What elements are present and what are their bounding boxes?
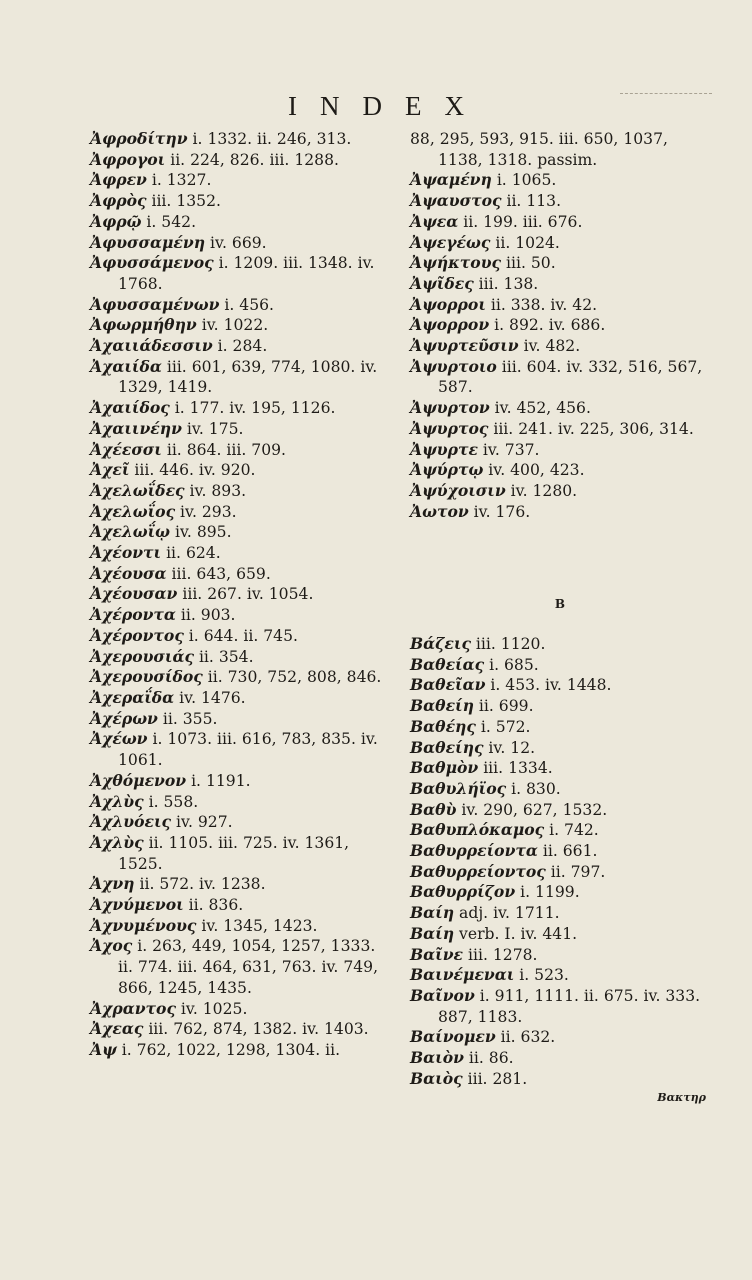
- index-entry: [90, 647, 390, 668]
- headword: Ἀψορρον: [410, 315, 490, 335]
- index-entry: [90, 792, 390, 813]
- headword: Βαινέμεναι: [410, 965, 515, 985]
- page-references: i. 558.: [148, 792, 199, 811]
- index-entry: [410, 419, 710, 440]
- index-column-left: [90, 129, 390, 1061]
- headword: Ἀχαιιάδεσσιν: [90, 336, 213, 356]
- index-entry: [410, 717, 710, 738]
- headword: Ἀφωρμήθην: [90, 315, 197, 335]
- headword: Ἀχερουσίδος: [90, 667, 203, 687]
- index-entry: [90, 440, 390, 461]
- headword: Ἀχελωΐδες: [90, 480, 185, 500]
- index-entry: [90, 502, 390, 523]
- page-references: iii. 643, 659.: [171, 564, 271, 583]
- headword: Ἀψύρτῳ: [410, 460, 484, 480]
- headword: Ἀψυρτε: [410, 439, 478, 459]
- page-references: ii. 661.: [542, 842, 598, 861]
- page-references: i. 1065.: [496, 171, 557, 190]
- page-references: ii. 624.: [166, 544, 221, 563]
- headword: Ἀχλὺς: [90, 791, 144, 811]
- headword: Βαθεῖαν: [410, 675, 486, 695]
- headword: Βαίη: [410, 923, 455, 943]
- index-entry: [410, 945, 710, 966]
- headword: Ἀχέοντι: [90, 543, 162, 563]
- headword: Ἀχεας: [90, 1019, 144, 1039]
- headword: Βαιὸς: [410, 1068, 463, 1088]
- page-references: iv. 927.: [176, 813, 233, 832]
- headword: Ἀφρογοι: [90, 149, 166, 169]
- headword: Ἀχέουσαν: [90, 584, 178, 604]
- index-entry: [410, 696, 710, 717]
- headword: Βαθυρρείοντα: [410, 841, 538, 861]
- page-references: ii. 224, 826. iii. 1288.: [170, 150, 339, 169]
- index-entry: [90, 999, 390, 1020]
- page-references: ii. 836.: [188, 896, 244, 915]
- index-entry: [410, 274, 710, 295]
- page-references: ii. 572. iv. 1238.: [139, 875, 266, 894]
- index-entry: [90, 253, 390, 294]
- page-references: i. 911, 1111. ii. 675. iv. 333. 887, 1183.: [438, 986, 701, 1026]
- page-references: iii. 1352.: [151, 192, 221, 211]
- index-entry: [410, 1027, 710, 1048]
- index-entry: [90, 170, 390, 191]
- index-column-right: [410, 129, 710, 522]
- page-references: iv. 400, 423.: [488, 461, 585, 480]
- page-references: i. 542.: [146, 212, 197, 231]
- index-entry: [410, 336, 710, 357]
- page-references: iii. 601, 639, 774, 1080. iv. 1329, 1419.: [118, 357, 378, 397]
- headword: Ἀψῖδες: [410, 273, 474, 293]
- index-entry: [90, 543, 390, 564]
- page-references: i. 284.: [217, 337, 268, 356]
- page-references: iv. 1345, 1423.: [201, 916, 318, 935]
- headword: Ἀχλὺς: [90, 832, 144, 852]
- page-references: iv. 12.: [488, 738, 536, 757]
- section-letter: B: [554, 597, 566, 611]
- page-references: ii. 338. iv. 42.: [490, 295, 598, 314]
- page-references: i. 523.: [519, 966, 569, 985]
- page-title: INDEX: [288, 91, 487, 121]
- index-entry: [410, 862, 710, 883]
- headword: Ἀχλυόεις: [90, 812, 172, 832]
- page-references: iv. 482.: [523, 337, 581, 356]
- headword: Βαῖνον: [410, 985, 475, 1005]
- index-entry: [410, 800, 710, 821]
- headword: Βαθυρρίζον: [410, 882, 516, 902]
- index-entry: [410, 212, 710, 233]
- headword: Ἀφρῷ: [90, 211, 142, 231]
- index-entry: [410, 502, 710, 523]
- page-references: ii. 354.: [198, 647, 254, 666]
- page-references: iii. 446. iv. 920.: [134, 461, 256, 480]
- page-references: ii. 113.: [506, 192, 562, 211]
- headword: Ἀψαμένη: [410, 170, 492, 190]
- page-references: iii. 1334.: [483, 759, 553, 778]
- page-references: ii. 864. iii. 709.: [166, 440, 286, 459]
- page-references: iv. 1022.: [201, 316, 269, 335]
- index-entry: [410, 233, 710, 254]
- page-references: ii. 355.: [162, 709, 218, 728]
- index-entry: [90, 481, 390, 502]
- index-entry: [90, 688, 390, 709]
- index-entry: [410, 460, 710, 481]
- page-references: iv. 1476.: [179, 688, 246, 707]
- headword: Ἀχέροντα: [90, 605, 176, 625]
- index-entry: [410, 965, 710, 986]
- page-references: i. 1073. iii. 616, 783, 835. iv. 1061.: [118, 730, 378, 770]
- index-entry: [90, 895, 390, 916]
- index-entry: [90, 667, 390, 688]
- index-entry: [90, 522, 390, 543]
- headword: Ἀχερουσιάς: [90, 646, 194, 666]
- index-entry: [410, 398, 710, 419]
- index-entry: [90, 916, 390, 937]
- headword: Ἀχθόμενον: [90, 770, 187, 790]
- index-entry: [410, 295, 710, 316]
- page-references: i. 892. iv. 686.: [494, 316, 606, 335]
- headword: Βάζεις: [410, 634, 471, 653]
- page-references: i. 830.: [511, 779, 561, 798]
- page-references: i. 572.: [480, 717, 531, 736]
- headword: Ἀψεγέως: [410, 232, 491, 252]
- headword: Ἀφυσσαμένη: [90, 232, 206, 252]
- index-entry: [410, 253, 710, 274]
- index-entry: [410, 758, 710, 779]
- headword: Ἀφυσσάμενος: [90, 253, 214, 273]
- index-entry: [90, 771, 390, 792]
- page-references: iii. 281.: [467, 1069, 528, 1088]
- headword: Βαθείης: [410, 737, 484, 757]
- page-references: iv. 737.: [482, 440, 540, 459]
- headword: Ἀφροδίτην: [90, 129, 188, 148]
- headword: Βαθυπλόκαμος: [410, 820, 545, 840]
- index-column-right-b: [410, 634, 710, 1089]
- headword: Ἀψύχοισιν: [410, 480, 506, 500]
- headword: Ἀψαυστος: [410, 191, 502, 211]
- index-entry: [90, 564, 390, 585]
- page-references: iii. 762, 874, 1382. iv. 1403.: [148, 1020, 369, 1039]
- page-references: i. 685.: [489, 655, 539, 674]
- headword: Ἀχαιίδα: [90, 356, 162, 376]
- index-entry: [90, 191, 390, 212]
- page-references: ii. 903.: [180, 606, 236, 625]
- index-entry: [90, 812, 390, 833]
- page-references: i. 1332. ii. 246, 313.: [192, 130, 352, 148]
- page-references: adj. iv. 1711.: [459, 904, 560, 923]
- page-references: iv. 175.: [186, 419, 244, 438]
- index-entry: [410, 924, 710, 945]
- page-references: iv. 893.: [189, 481, 247, 500]
- headword: Ἀψυρτος: [410, 418, 489, 438]
- headword: Βαῖνε: [410, 944, 464, 964]
- index-entry: [90, 129, 390, 150]
- headword: Ἀχαιινέην: [90, 418, 182, 438]
- page-references: i. 742.: [549, 821, 599, 840]
- index-entry: [410, 129, 710, 170]
- headword: Ἀχραντος: [90, 998, 176, 1018]
- catchword: Βακτηρ: [657, 1091, 706, 1104]
- page-references: i. 177. iv. 195, 1126.: [174, 399, 336, 418]
- headword: Ἀψορροι: [410, 294, 486, 314]
- headword: Ἀψ: [90, 1039, 117, 1059]
- index-entry: [90, 460, 390, 481]
- headword: Ἀχελωΐῳ: [90, 522, 171, 542]
- index-entry: [90, 833, 390, 874]
- headword: Ἀχέρων: [90, 708, 158, 728]
- page-references: iii. 138.: [478, 274, 539, 293]
- index-entry: [410, 315, 710, 336]
- index-entry: [90, 729, 390, 770]
- page-references: iii. 1278.: [468, 945, 538, 964]
- headword: Βαθυρρείοντος: [410, 861, 546, 881]
- index-entry: [90, 936, 390, 998]
- index-entry: [410, 357, 710, 398]
- index-entry: [90, 357, 390, 398]
- index-entry: [90, 398, 390, 419]
- headword: Ἀχαιίδος: [90, 398, 170, 418]
- page-references: iv. 290, 627, 1532.: [461, 800, 608, 819]
- index-entry: [90, 584, 390, 605]
- headword: Ἀχνη: [90, 874, 135, 894]
- index-entry: [90, 1019, 390, 1040]
- page-references: iii. 604. iv. 332, 516, 567, 587.: [438, 357, 703, 397]
- headword: Ἀχεραΐδα: [90, 687, 175, 707]
- page-references: iii. 241. iv. 225, 306, 314.: [493, 419, 694, 438]
- index-entry: [90, 1040, 390, 1061]
- index-entry: [410, 440, 710, 461]
- index-entry: [410, 841, 710, 862]
- page-references: 88, 295, 593, 915. iii. 650, 1037, 1138, 1318. passim.: [410, 130, 668, 169]
- headword: Βαθὺ: [410, 799, 457, 819]
- index-entry: [90, 626, 390, 647]
- headword: Ἀφυσσαμένων: [90, 294, 220, 314]
- index-entry: [90, 150, 390, 171]
- headword: Ἀψυρτοιο: [410, 356, 497, 376]
- index-entry: [410, 655, 710, 676]
- page-references: ii. 632.: [500, 1028, 556, 1047]
- index-entry: [90, 212, 390, 233]
- headword: Ἀωτον: [410, 501, 469, 521]
- headword: Ἀψυρτον: [410, 398, 490, 418]
- headword: Βαίη: [410, 903, 455, 923]
- headword: Ἀχέροντος: [90, 625, 184, 645]
- page-references: i. 1191.: [191, 771, 251, 790]
- page-references: iv. 1280.: [510, 481, 578, 500]
- headword: Ἀχνύμενοι: [90, 895, 184, 915]
- headword: Βαθείας: [410, 654, 485, 674]
- headword: Ἀχνυμένους: [90, 915, 197, 935]
- index-entry: [410, 779, 710, 800]
- index-entry: [410, 170, 710, 191]
- index-entry: [410, 903, 710, 924]
- page-references: ii. 730, 752, 808, 846.: [207, 668, 382, 687]
- index-entry: [410, 1048, 710, 1069]
- index-entry: [90, 315, 390, 336]
- page-references: i. 762, 1022, 1298, 1304. ii.: [121, 1040, 341, 1059]
- headword: Ἀψήκτους: [410, 253, 502, 273]
- page-references: i. 1209. iii. 1348. iv. 1768.: [118, 254, 375, 293]
- index-entry: [90, 605, 390, 626]
- page-references: i. 1327.: [151, 171, 212, 190]
- index-entry: [90, 233, 390, 254]
- headword: Ἀχέουσα: [90, 563, 167, 583]
- page-references: iii. 267. iv. 1054.: [182, 585, 314, 604]
- page-references: verb. I. iv. 441.: [459, 924, 578, 943]
- page-references: i. 453. iv. 1448.: [490, 676, 612, 695]
- index-entry: [410, 675, 710, 696]
- index-entry: [410, 1069, 710, 1090]
- page-references: ii. 1105. iii. 725. iv. 1361, 1525.: [118, 833, 350, 873]
- page-references: ii. 1024.: [495, 233, 560, 252]
- headword: Βαθυλήϊος: [410, 778, 507, 798]
- page-references: ii. 699.: [478, 697, 534, 716]
- index-entry: [90, 295, 390, 316]
- page-references: ii. 199. iii. 676.: [463, 212, 583, 231]
- page-references: i. 644. ii. 745.: [188, 626, 298, 645]
- index-entry: [410, 481, 710, 502]
- index-entry: [410, 882, 710, 903]
- headword: Ἀχελωΐος: [90, 501, 176, 521]
- page-references: iv. 895.: [174, 523, 232, 542]
- headword: Βαθείη: [410, 696, 474, 716]
- page-references: iv. 669.: [210, 233, 267, 252]
- headword: Ἀχεῖ: [90, 460, 130, 480]
- headword: Βαθμὸν: [410, 758, 479, 778]
- index-entry: [90, 336, 390, 357]
- index-entry: [410, 820, 710, 841]
- page-references: iv. 452, 456.: [494, 399, 591, 418]
- index-entry: [90, 709, 390, 730]
- headword: Βαιὸν: [410, 1048, 464, 1068]
- index-entry: [410, 986, 710, 1027]
- index-entry: [410, 191, 710, 212]
- headword: Βαθέης: [410, 716, 476, 736]
- page-references: iii. 1120.: [475, 635, 546, 653]
- headword: Ἀχέων: [90, 729, 148, 749]
- headword: Ἀψυρτεῦσιν: [410, 336, 519, 356]
- index-entry: [90, 874, 390, 895]
- page-references: iv. 176.: [473, 502, 531, 521]
- headword: Ἀψεα: [410, 211, 459, 231]
- index-entry: [90, 419, 390, 440]
- headword: Ἀφρὸς: [90, 191, 147, 211]
- index-entry: [410, 738, 710, 759]
- page-references: i. 1199.: [520, 883, 580, 902]
- headword: Ἀφρεν: [90, 170, 147, 190]
- page-references: iv. 293.: [180, 502, 237, 521]
- headword: Ἀχος: [90, 936, 133, 956]
- index-entry: [410, 634, 710, 655]
- page-references: iii. 50.: [505, 254, 556, 273]
- page-references: iv. 1025.: [180, 999, 248, 1018]
- headword: Ἀχέεσσι: [90, 439, 162, 459]
- page-references: ii. 86.: [468, 1049, 514, 1068]
- headword: Βαίνομεν: [410, 1027, 496, 1047]
- page-references: i. 456.: [224, 295, 274, 314]
- page-references: ii. 797.: [550, 862, 606, 881]
- page-references: i. 263, 449, 1054, 1257, 1333. ii. 774. iii. 464, 631, 763. iv. 749, 866, 1245, 1435.: [118, 937, 379, 997]
